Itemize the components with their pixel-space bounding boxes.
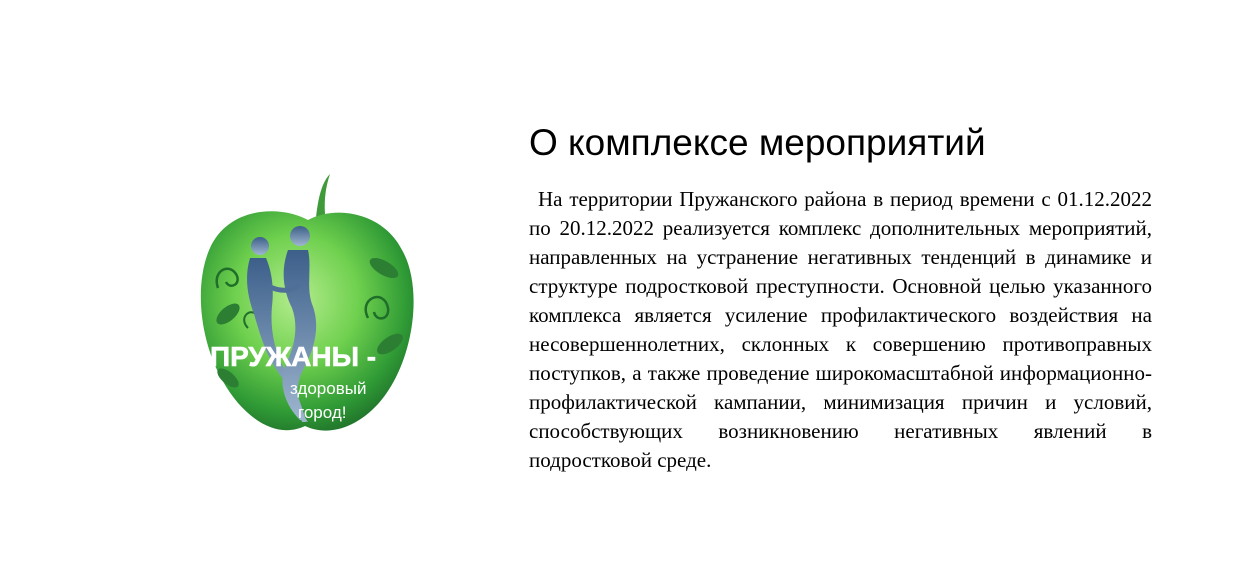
stem-icon: [316, 174, 330, 218]
pruzhany-healthy-city-logo: [188, 168, 422, 448]
apple-logo-icon: [188, 168, 422, 448]
logo-subtitle-text-2: город!: [298, 403, 347, 422]
content-block: [529, 120, 1152, 475]
logo-subtitle-text: здоровый: [290, 379, 367, 398]
logo-title-text: ПРУЖАНЫ -: [210, 341, 377, 372]
section-title: О комплексе мероприятий: [529, 122, 986, 163]
section-paragraph: На территории Пружанского района в период времени с 01.12.2022 по 20.12.2022 реализуется комплекс дополнительных мероприятий, направленных на устранение негативных тенденций в динамике и структуре подростковой преступности. Основной целью указанного комплекса является усиление профилактического воздействия на несовершеннолетних, склонных к совершению противоправных поступков, а также проведение широкомасштабной информационно-профилактической кампании, минимизация причин и условий, способствующих возникновению негативных явлений в подростковой среде.: [529, 187, 1152, 472]
